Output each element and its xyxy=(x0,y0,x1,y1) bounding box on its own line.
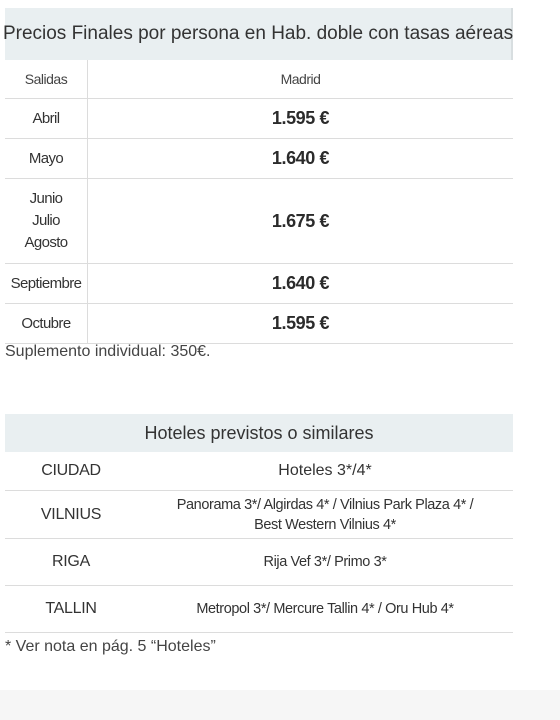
city-cell: TALLIN xyxy=(5,586,137,633)
month-cell xyxy=(5,139,88,179)
month-label: Mayo xyxy=(28,150,64,167)
hotels-title: Hoteles previstos o similares xyxy=(5,414,513,452)
prices-title: Precios Finales por persona en Hab. doble con tasas aéreas xyxy=(5,8,513,60)
month-label: Agosto xyxy=(24,234,68,251)
hotels-line: Best Western Vilnius 4* xyxy=(254,516,396,533)
month-cell xyxy=(5,304,88,344)
month-label: Abril xyxy=(32,110,60,127)
table-row xyxy=(5,304,513,344)
table-row xyxy=(5,139,513,179)
month-cell xyxy=(5,264,88,304)
table-row xyxy=(5,586,513,633)
prices-section xyxy=(2,8,514,344)
city-cell: VILNIUS xyxy=(5,491,137,539)
salidas-header: Salidas xyxy=(5,60,88,99)
hotels-footnote: * Ver nota en pág. 5 “Hoteles” xyxy=(5,638,216,655)
month-label: Julio xyxy=(32,212,60,229)
price-cell: 1.640 € xyxy=(88,139,514,179)
page-bottom-band xyxy=(0,690,560,720)
hotels-cell xyxy=(137,586,513,633)
ciudad-header: CIUDAD xyxy=(5,452,137,491)
price-cell: 1.640 € xyxy=(88,264,514,304)
month-label: Octubre xyxy=(21,315,71,332)
table-row xyxy=(5,99,513,139)
month-cell xyxy=(5,99,88,139)
price-cell: 1.675 € xyxy=(88,179,514,264)
price-cell: 1.595 € xyxy=(88,304,514,344)
price-cell: 1.595 € xyxy=(88,99,514,139)
city-cell: RIGA xyxy=(5,539,137,586)
prices-header-row xyxy=(5,60,513,99)
hotels-section xyxy=(5,414,513,633)
hotels-table xyxy=(5,452,513,633)
hotels-header-row xyxy=(5,452,513,491)
month-cell xyxy=(5,179,88,264)
hotels-line: Rija Vef 3*/ Primo 3* xyxy=(263,554,387,570)
prices-table xyxy=(5,60,513,344)
table-row xyxy=(5,264,513,304)
madrid-header: Madrid xyxy=(88,60,514,99)
month-label: Septiembre xyxy=(10,275,82,292)
hotels-line: Panorama 3*/ Algirdas 4* / Vilnius Park Plaza 4* / xyxy=(176,496,474,513)
hotels-cell xyxy=(137,491,513,539)
supplement-note: Suplemento individual: 350€. xyxy=(5,343,211,360)
table-row xyxy=(5,491,513,539)
hoteles-header: Hoteles 3*/4* xyxy=(137,452,513,491)
month-label: Junio xyxy=(29,190,63,207)
table-row xyxy=(5,539,513,586)
table-row xyxy=(5,179,513,264)
hotels-cell xyxy=(137,539,513,586)
hotels-line: Metropol 3*/ Mercure Tallin 4* / Oru Hub 4* xyxy=(196,601,454,617)
